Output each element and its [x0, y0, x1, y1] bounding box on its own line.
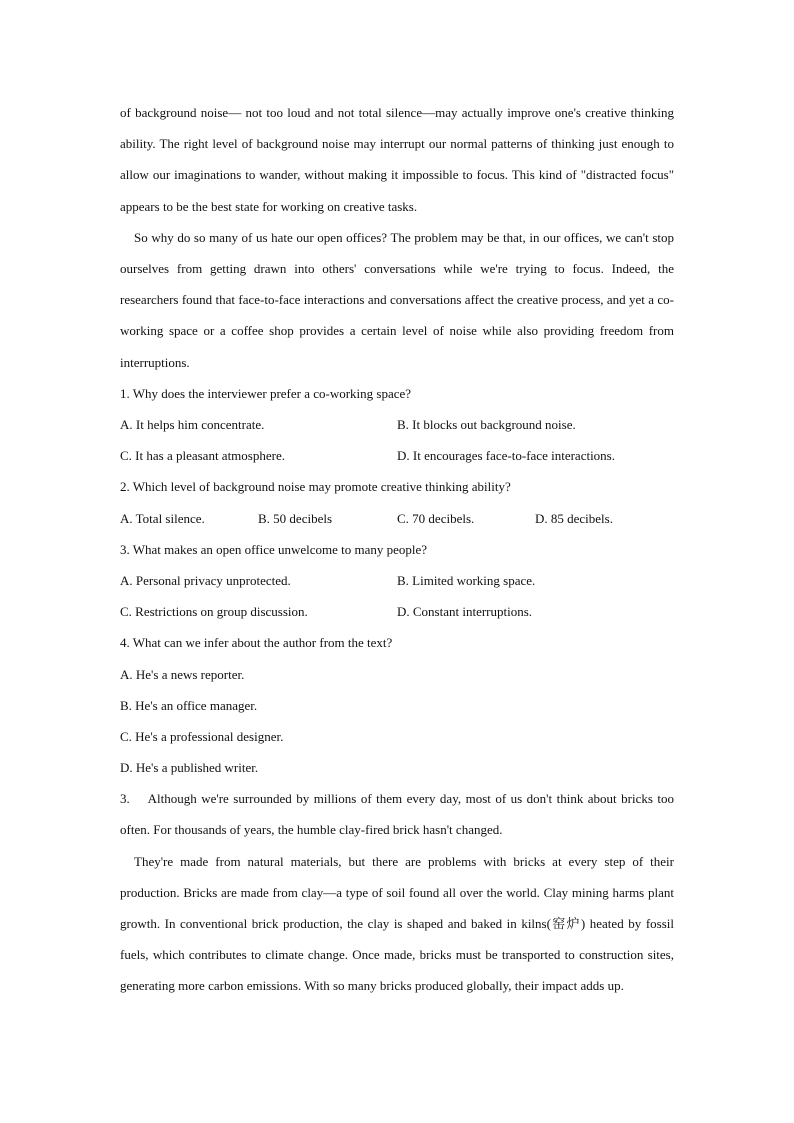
passage3-paragraph-1-text: Although we're surrounded by millions of them every day, most of us don't think about bricks too often. For thousands of years, the humble clay-fired brick hasn't changed.	[120, 791, 674, 838]
question-1-stem: 1. Why does the interviewer prefer a co-working space?	[120, 385, 412, 401]
question-1-option-c: C. It has a pleasant atmosphere.	[120, 448, 285, 464]
question-4-stem: 4. What can we infer about the author from the text?	[120, 635, 393, 651]
question-4-option-a: A. He's a news reporter.	[120, 666, 245, 682]
question-3-options-row-1	[120, 565, 674, 596]
question-1-options-row-1	[120, 409, 674, 440]
question-2-option-a: A. Total silence.	[120, 510, 205, 526]
question-1-options-row-2	[120, 440, 674, 471]
question-1-option-b: B. It blocks out background noise.	[397, 417, 576, 433]
passage3-paragraph-1	[120, 783, 674, 845]
question-2-option-c: C. 70 decibels.	[397, 510, 475, 526]
passage2-paragraph-1: of background noise— not too loud and not total silence—may actually improve one's creative thinking ability. The right level of background noise may interrupt our normal patterns of thinking just enough to allow our imaginations to wander, without making it impossible to focus. This kind of "distracted focus" appears to be the best state for working on creative tasks.	[120, 105, 674, 214]
question-1-option-a: A. It helps him concentrate.	[120, 417, 265, 433]
question-2-option-d: D. 85 decibels.	[535, 510, 613, 526]
passage3-number: 3.	[120, 791, 130, 807]
question-2-option-b: B. 50 decibels	[258, 510, 333, 526]
passage3-paragraph-2: They're made from natural materials, but there are problems with bricks at every step of their production. Bricks are made from clay—a type of soil found all over the world. Clay mining harms plant growth. In conventional brick production, the clay is shaped and baked in kilns(窑炉) heated by fossil fuels, which contributes to climate change. Once made, bricks must be transported to construction sites, generating more carbon emissions. With so many bricks produced globally, their impact adds up.	[120, 853, 674, 994]
question-4-option-d: D. He's a published writer.	[120, 760, 259, 776]
question-3-option-a: A. Personal privacy unprotected.	[120, 572, 291, 588]
passage2-paragraph-2: So why do so many of us hate our open offices? The problem may be that, in our offices, we can't stop ourselves from getting drawn into others' conversations while we're trying to focus. Indeed, the researchers found that face-to-face interactions and conversations affect the creative process, and yet a co-working space or a coffee shop provides a certain level of noise while also providing freedom from interruptions.	[120, 229, 674, 370]
question-2-options-row	[120, 503, 674, 534]
question-4-option-c: C. He's a professional designer.	[120, 728, 284, 744]
question-1-option-d: D. It encourages face-to-face interactions.	[397, 448, 615, 464]
question-3-stem: 3. What makes an open office unwelcome to many people?	[120, 541, 428, 557]
question-3-option-c: C. Restrictions on group discussion.	[120, 604, 308, 620]
question-3-options-row-2	[120, 596, 674, 627]
question-3-option-d: D. Constant interruptions.	[397, 604, 533, 620]
question-2-stem: 2. Which level of background noise may promote creative thinking ability?	[120, 479, 511, 495]
question-4-option-b: B. He's an office manager.	[120, 697, 258, 713]
question-3-option-b: B. Limited working space.	[397, 572, 536, 588]
document-page	[120, 97, 674, 1002]
